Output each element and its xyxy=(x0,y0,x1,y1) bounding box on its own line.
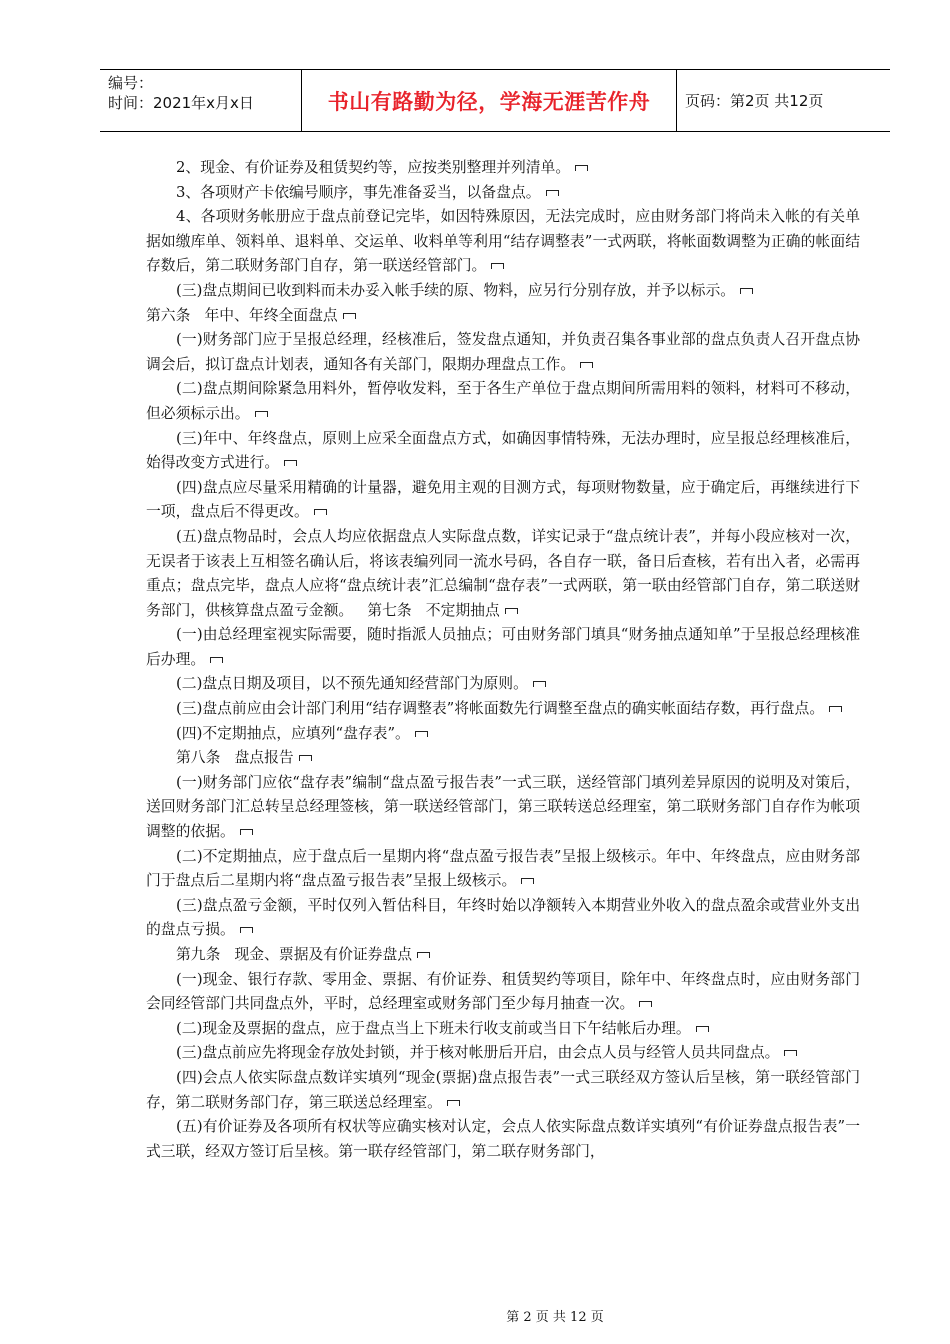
paragraph-text: (五)有价证券及各项所有权状等应确实核对认定，会点人依实际盘点数详实填列“有价证券盘点报告表”一式三联，经双方签订后呈核。第一联存经管部门，第二联存财务部门， xyxy=(146,1118,860,1160)
paragraph-text: (二)盘点日期及项目，以不预先通知经营部门为原则。 xyxy=(176,675,528,693)
paragraph-mark-icon xyxy=(575,165,588,171)
paragraph-mark-icon xyxy=(740,288,753,294)
paragraph-text: (一)财务部门应依“盘存表”编制“盘点盈亏报告表”一式三联，送经管部门填列差异原因的说明及对策后，送回财务部门汇总转呈总经理签核，第一联送经管部门，第三联转送总经理室，第二联财务部门自存作为帐项调整的依据。 xyxy=(146,773,860,841)
paragraph-mark-icon xyxy=(546,190,559,196)
paragraph-text: 3、各项财产卡依编号顺序，事先准备妥当，以备盘点。 xyxy=(176,183,541,201)
paragraph-mark-icon xyxy=(343,313,356,319)
paragraph-text: (三)盘点前应由会计部门利用“结存调整表”将帐面数先行调整至盘点的确实帐面结存数，再行盘点。 xyxy=(176,700,825,718)
paragraph-mark-icon xyxy=(447,1100,460,1106)
paragraph-text: (四)会点人依实际盘点数详实填列“现金(票据)盘点报告表”一式三联经双方签认后呈核，第一联经管部门存，第二联财务部门存，第三联送总经理室。 xyxy=(146,1068,860,1111)
paragraph-mark-icon xyxy=(696,1026,709,1032)
paragraph-mark-icon xyxy=(417,952,430,958)
paragraph xyxy=(146,427,860,476)
paragraph-text: 第六条 年中、年终全面盘点 xyxy=(146,306,338,324)
paragraph-text: (二)不定期抽点，应于盘点后一星期内将“盘点盈亏报告表”呈报上级核示。年中、年终盘点，应由财务部门于盘点后二星期内将“盘点盈亏报告表”呈报上级核示。 xyxy=(146,847,860,890)
paragraph-text: (一)由总经理室视实际需要，随时指派人员抽点；可由财务部门填具“财务抽点通知单”于呈报总经理核准后办理。 xyxy=(146,626,860,668)
page-header xyxy=(100,69,890,132)
paragraph-mark-icon xyxy=(240,829,253,835)
paragraph-mark-icon xyxy=(521,878,534,884)
paragraph xyxy=(146,845,860,894)
paragraph-mark-icon xyxy=(240,927,253,933)
paragraph-text: (四)盘点应尽量采用精确的计量器，避免用主观的目测方式，每项财物数量，应于确定后，再继续进行下一项，盘点后不得更改。 xyxy=(146,478,860,521)
paragraph xyxy=(146,1017,860,1042)
paragraph-text: 4、各项财务帐册应于盘点前登记完毕，如因特殊原因，无法完成时，应由财务部门将尚未入帐的有关单据如缴库单、领料单、退料单、交运单、收料单等利用“结存调整表”一式两联，将帐面数调整为正确的帐面结存数后，第二联财务部门自存，第一联送经管部门。 xyxy=(146,208,860,275)
paragraph-mark-icon xyxy=(299,755,312,761)
time-label: 时间：2021年x月x日 xyxy=(108,94,254,112)
paragraph-mark-icon xyxy=(210,657,223,663)
paragraph-mark-icon xyxy=(639,1001,652,1007)
paragraph-text: 第九条 现金、票据及有价证券盘点 xyxy=(176,946,413,963)
paragraph xyxy=(146,525,860,623)
paragraph xyxy=(146,943,860,968)
header-meta xyxy=(100,70,302,131)
paragraph-mark-icon xyxy=(533,681,546,687)
paragraph xyxy=(146,1115,860,1164)
paragraph-text: (一)现金、银行存款、零用金、票据、有价证券、租赁契约等项目，除年中、年终盘点时，应由财务部门会同经管部门共同盘点外，平时，总经理室或财务部门至少每月抽查一次。 xyxy=(146,970,860,1013)
paragraph-text: (五)盘点物品时，会点人均应依据盘点人实际盘点数，详实记录于“盘点统计表”，并每小段应核对一次，无误者于该表上互相签名确认后，将该表编列同一流水号码，各自存一联，备日后查核，若有出入者，必需再重点；盘点完毕，盘点人应将“盘点统计表”汇总编制“盘存表”一式两联，第一联由经管部门自存，第二联送财务部门，供核算盘点盈亏金额。 第七条 不定期抽点 xyxy=(146,527,860,619)
paragraph-text: (三)年中、年终盘点，原则上应采全面盘点方式，如确因事情特殊，无法办理时，应呈报总经理核准后，始得改变方式进行。 xyxy=(146,429,860,472)
paragraph-text: (三)盘点盈亏金额，平时仅列入暂估科目，年终时始以净额转入本期营业外收入的盘点盈余或营业外支出的盘点亏损。 xyxy=(146,896,860,939)
paragraph xyxy=(146,304,860,329)
paragraph xyxy=(146,623,860,672)
paragraph xyxy=(146,205,860,279)
paragraph-mark-icon xyxy=(829,706,842,712)
paragraph-text: (二)盘点期间除紧急用料外，暂停收发料，至于各生产单位于盘点期间所需用料的领料，材料可不移动，但必须标示出。 xyxy=(146,380,860,422)
paragraph xyxy=(146,476,860,525)
paragraph-text: 2、现金、有价证券及租赁契约等，应按类别整理并列清单。 xyxy=(176,159,571,176)
paragraph-mark-icon xyxy=(284,460,297,466)
paragraph xyxy=(146,746,860,771)
paragraph xyxy=(146,894,860,943)
paragraph xyxy=(146,672,860,697)
paragraph-mark-icon xyxy=(415,731,428,737)
code-label: 编号： xyxy=(108,74,154,92)
paragraph xyxy=(146,722,860,747)
paragraph-text: (一)财务部门应于呈报总经理，经核准后，签发盘点通知，并负责召集各事业部的盘点负责人召开盘点协调会后，拟订盘点计划表，通知各有关部门，限期办理盘点工作。 xyxy=(146,331,860,373)
paragraph xyxy=(146,697,860,722)
paragraph-text: 第八条 盘点报告 xyxy=(176,749,294,767)
header-page-label: 页码：第2页 共12页 xyxy=(685,92,824,110)
paragraph xyxy=(146,181,860,206)
paragraph-mark-icon xyxy=(314,509,327,515)
paragraph-mark-icon xyxy=(491,263,504,269)
paragraph xyxy=(146,771,860,845)
paragraph-mark-icon xyxy=(255,411,268,417)
paragraph xyxy=(146,328,860,377)
header-motto: 书山有路勤为径，学海无涯苦作舟 xyxy=(302,70,677,131)
paragraph-mark-icon xyxy=(580,362,593,368)
paragraph xyxy=(146,1041,860,1066)
paragraph xyxy=(146,968,860,1017)
document-body xyxy=(146,156,860,1164)
page-footer: 第 2 页 共 12 页 xyxy=(506,1310,604,1325)
paragraph-mark-icon xyxy=(784,1050,797,1056)
paragraph-text: (三)盘点期间已收到料而未办妥入帐手续的原、物料，应另行分别存放，并予以标示。 xyxy=(176,281,736,299)
paragraph xyxy=(146,377,860,426)
paragraph xyxy=(146,156,860,181)
paragraph-text: (三)盘点前应先将现金存放处封锁，并于核对帐册后开启，由会点人员与经管人员共同盘点。 xyxy=(176,1044,780,1062)
paragraph xyxy=(146,1066,860,1115)
paragraph-text: (四)不定期抽点，应填列“盘存表”。 xyxy=(176,724,410,742)
paragraph xyxy=(146,279,860,304)
paragraph-text: (二)现金及票据的盘点，应于盘点当上下班未行收支前或当日下午结帐后办理。 xyxy=(176,1019,691,1037)
paragraph-mark-icon xyxy=(505,608,518,614)
